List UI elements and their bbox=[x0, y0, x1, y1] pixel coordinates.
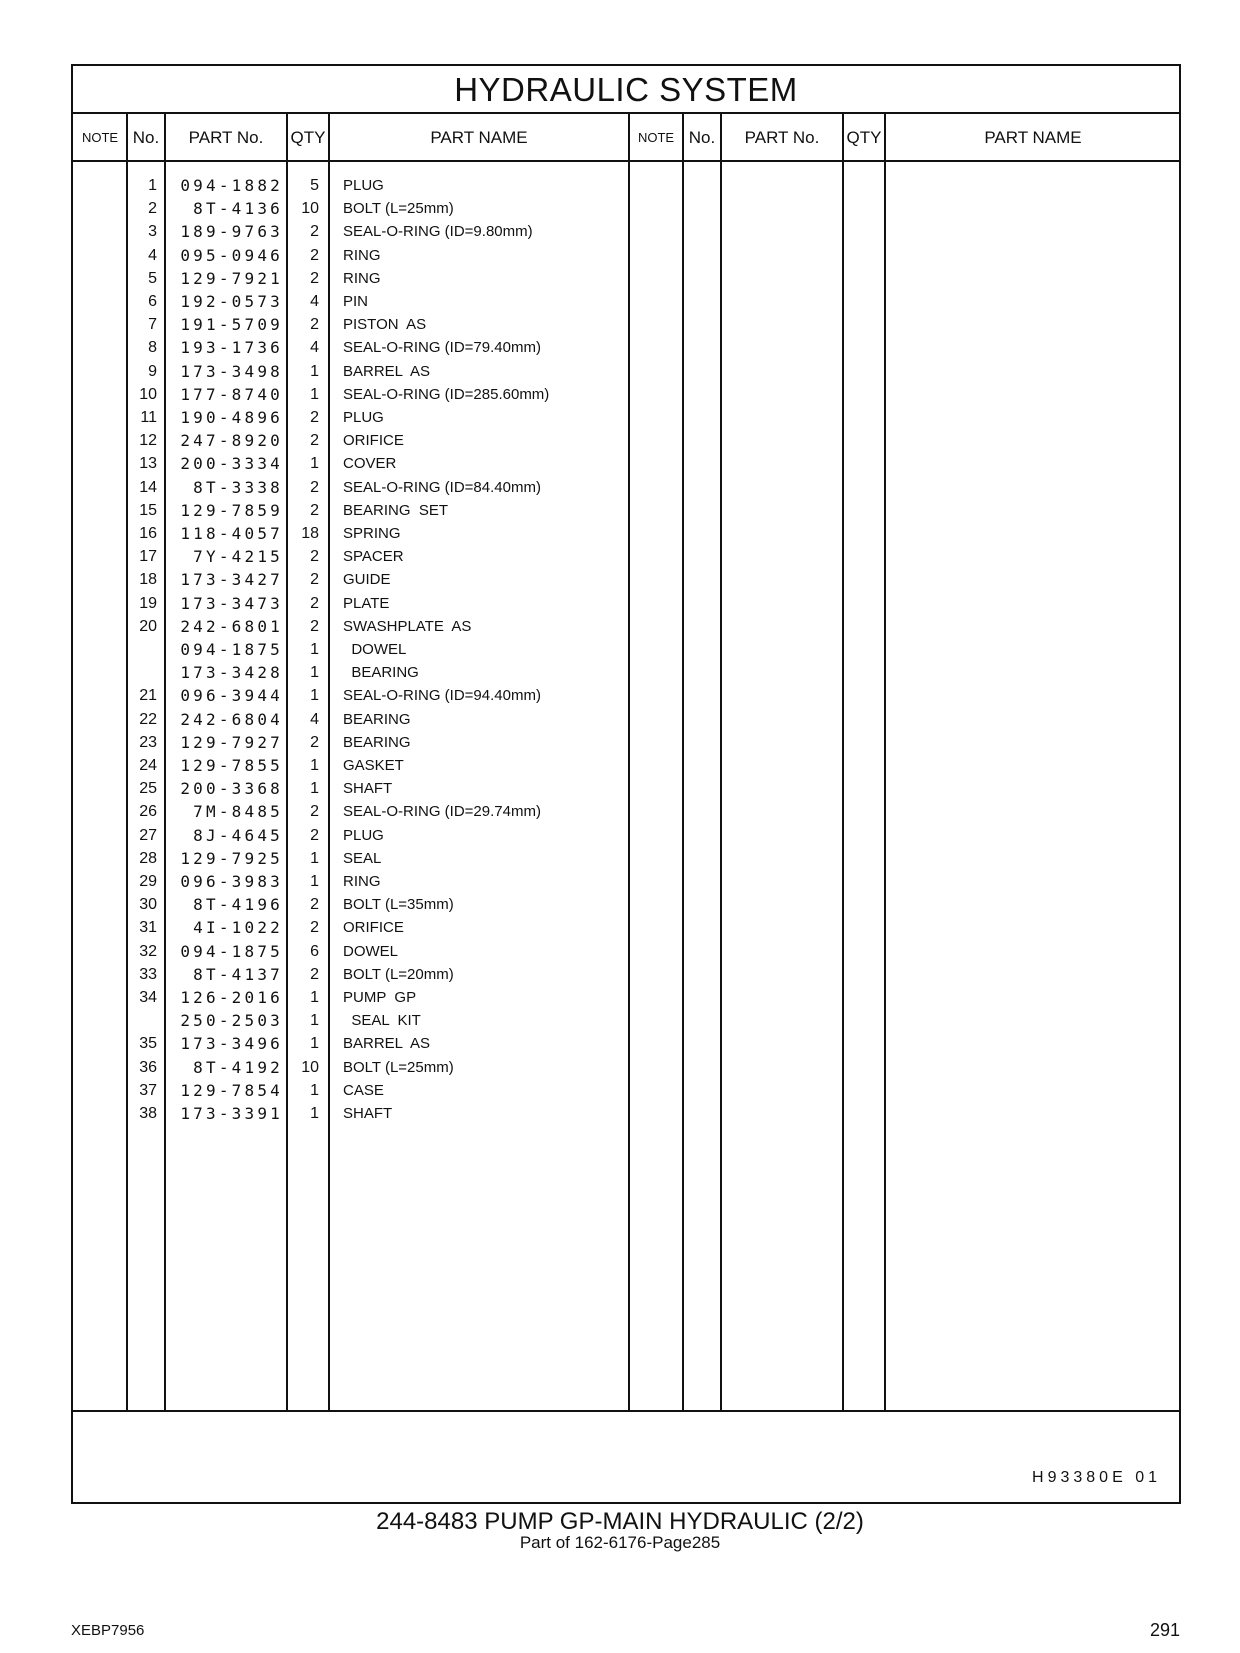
item-number: 20 bbox=[139, 617, 157, 635]
part-name: BARREL AS bbox=[343, 1035, 430, 1053]
part-name: RING bbox=[343, 269, 381, 287]
table-row bbox=[73, 1032, 1179, 1055]
table-row bbox=[73, 708, 1179, 731]
part-number: 129-7855 bbox=[180, 756, 283, 775]
part-number: 094-1875 bbox=[180, 941, 283, 961]
quantity: 1 bbox=[310, 989, 319, 1006]
quantity: 1 bbox=[310, 757, 319, 774]
part-name: PIN bbox=[343, 293, 369, 310]
table-row bbox=[73, 499, 1179, 522]
table-row bbox=[73, 406, 1179, 429]
part-number: 7M-8485 bbox=[193, 802, 283, 822]
table-row bbox=[73, 1056, 1179, 1079]
part-name: GASKET bbox=[343, 757, 404, 774]
item-number: 17 bbox=[139, 548, 157, 566]
part-number: 191-5709 bbox=[180, 315, 283, 335]
part-number: 242-6804 bbox=[180, 709, 283, 729]
part-name: SPRING bbox=[343, 525, 401, 542]
item-number: 19 bbox=[139, 594, 157, 612]
part-name: SEAL-O-RING (ID=79.40mm) bbox=[343, 339, 541, 357]
header-part-name-left: PART NAME bbox=[329, 114, 629, 162]
table-row bbox=[73, 568, 1179, 591]
part-number: 192-0573 bbox=[180, 292, 283, 311]
quantity: 5 bbox=[310, 177, 319, 194]
quantity: 2 bbox=[310, 548, 319, 566]
part-number: 8T-4136 bbox=[193, 199, 283, 219]
item-number bbox=[123, 661, 157, 684]
quantity: 10 bbox=[301, 200, 319, 218]
part-name: SWASHPLATE AS bbox=[343, 617, 472, 635]
document-id: XEBP7956 bbox=[71, 1622, 145, 1639]
part-number: 173-3427 bbox=[180, 570, 283, 590]
table-row bbox=[73, 174, 1179, 197]
table-row bbox=[73, 870, 1179, 893]
item-number bbox=[123, 638, 157, 661]
item-number: 27 bbox=[139, 826, 157, 844]
part-name: SEAL-O-RING (ID=84.40mm) bbox=[343, 478, 541, 496]
part-name: SEAL-O-RING (ID=29.74mm) bbox=[343, 803, 541, 821]
part-number: 250-2503 bbox=[180, 1011, 283, 1031]
part-name: RING bbox=[343, 873, 381, 890]
item-number: 1 bbox=[148, 177, 157, 194]
item-number: 37 bbox=[139, 1081, 157, 1099]
header-note-left: NOTE bbox=[73, 114, 127, 162]
part-name: DOWEL bbox=[343, 641, 407, 658]
part-name: ORIFICE bbox=[343, 919, 404, 937]
part-number: 193-1736 bbox=[180, 338, 283, 358]
drawing-code: H93380E 01 bbox=[1032, 1469, 1161, 1486]
quantity: 4 bbox=[310, 339, 319, 357]
part-number: 096-3944 bbox=[180, 686, 283, 706]
item-number: 25 bbox=[139, 780, 157, 798]
quantity: 1 bbox=[310, 873, 319, 890]
item-number: 12 bbox=[139, 432, 157, 450]
quantity: 2 bbox=[310, 803, 319, 821]
table-row bbox=[73, 1102, 1179, 1125]
part-number: 129-7925 bbox=[180, 848, 283, 868]
table-row bbox=[73, 592, 1179, 615]
table-row bbox=[73, 336, 1179, 359]
quantity: 2 bbox=[310, 617, 319, 635]
quantity: 2 bbox=[310, 246, 319, 264]
part-name: PLUG bbox=[343, 177, 384, 194]
quantity: 1 bbox=[310, 1012, 319, 1030]
quantity: 2 bbox=[310, 965, 319, 983]
assembly-title: 244-8483 PUMP GP-MAIN HYDRAULIC (2/2) bbox=[376, 1508, 864, 1535]
assembly-subtitle: Part of 162-6176-Page285 bbox=[519, 1533, 721, 1552]
item-number: 30 bbox=[139, 896, 157, 914]
quantity: 1 bbox=[310, 849, 319, 867]
table-row bbox=[73, 638, 1179, 661]
part-number: 189-9763 bbox=[180, 222, 283, 242]
item-number: 23 bbox=[139, 733, 157, 751]
item-number: 36 bbox=[139, 1058, 157, 1076]
part-number: 8T-4192 bbox=[193, 1057, 283, 1077]
table-row bbox=[73, 615, 1179, 638]
part-name: PUMP GP bbox=[343, 989, 417, 1006]
part-number: 094-1875 bbox=[180, 640, 283, 659]
quantity: 1 bbox=[310, 1105, 319, 1122]
quantity: 2 bbox=[310, 223, 319, 241]
part-number: 177-8740 bbox=[180, 384, 283, 404]
item-number: 7 bbox=[148, 316, 157, 334]
part-number: 129-7921 bbox=[180, 268, 283, 288]
item-number: 31 bbox=[139, 919, 157, 937]
quantity: 4 bbox=[310, 293, 319, 310]
item-number: 14 bbox=[139, 478, 157, 496]
part-name: PLATE bbox=[343, 594, 390, 612]
quantity: 2 bbox=[310, 269, 319, 287]
quantity: 2 bbox=[310, 896, 319, 914]
item-number: 4 bbox=[148, 246, 157, 264]
table-row bbox=[73, 197, 1179, 220]
part-number: 129-7927 bbox=[180, 732, 283, 752]
part-number: 200-3368 bbox=[180, 779, 283, 799]
part-name: SEAL KIT bbox=[343, 1012, 421, 1030]
table-row bbox=[73, 800, 1179, 823]
quantity: 1 bbox=[310, 664, 319, 682]
item-number: 24 bbox=[139, 757, 157, 774]
quantity: 2 bbox=[310, 478, 319, 496]
part-number: 173-3496 bbox=[180, 1034, 283, 1054]
quantity: 2 bbox=[310, 733, 319, 751]
part-name: BEARING SET bbox=[343, 501, 449, 519]
part-name: BEARING bbox=[343, 710, 411, 728]
part-number: 096-3983 bbox=[180, 872, 283, 891]
part-name: SEAL-O-RING (ID=9.80mm) bbox=[343, 223, 533, 241]
part-number: 4I-1022 bbox=[193, 918, 283, 938]
quantity: 2 bbox=[310, 432, 319, 450]
part-number: 118-4057 bbox=[180, 524, 283, 543]
part-number: 7Y-4215 bbox=[193, 547, 283, 567]
part-name: SEAL-O-RING (ID=285.60mm) bbox=[343, 385, 550, 403]
part-name: SPACER bbox=[343, 548, 404, 566]
part-name: BOLT (L=25mm) bbox=[343, 1058, 454, 1076]
parts-table-frame bbox=[71, 64, 1181, 1504]
part-number: 8T-4137 bbox=[193, 964, 283, 984]
quantity: 10 bbox=[301, 1058, 319, 1076]
quantity: 2 bbox=[310, 826, 319, 844]
quantity: 2 bbox=[310, 571, 319, 589]
part-number: 173-3428 bbox=[180, 663, 283, 683]
header-no-right: No. bbox=[683, 114, 721, 162]
table-row bbox=[73, 916, 1179, 939]
part-name: SHAFT bbox=[343, 1105, 393, 1122]
item-number: 26 bbox=[139, 803, 157, 821]
part-name: RING bbox=[343, 246, 381, 264]
item-number bbox=[123, 1009, 157, 1032]
quantity: 1 bbox=[310, 385, 319, 403]
part-name: DOWEL bbox=[343, 942, 399, 960]
part-name: SEAL-O-RING (ID=94.40mm) bbox=[343, 687, 541, 705]
quantity: 2 bbox=[310, 409, 319, 426]
table-row bbox=[73, 1009, 1179, 1032]
header-no-left: No. bbox=[127, 114, 165, 162]
quantity: 1 bbox=[310, 641, 319, 658]
item-number: 15 bbox=[139, 501, 157, 519]
item-number: 3 bbox=[148, 223, 157, 241]
quantity: 2 bbox=[310, 501, 319, 519]
part-number: 094-1882 bbox=[180, 176, 283, 195]
part-name: BOLT (L=25mm) bbox=[343, 200, 454, 218]
table-row bbox=[73, 290, 1179, 313]
quantity: 6 bbox=[310, 942, 319, 960]
quantity: 2 bbox=[310, 919, 319, 937]
quantity: 1 bbox=[310, 1081, 319, 1099]
table-row bbox=[73, 986, 1179, 1009]
part-name: CASE bbox=[343, 1081, 384, 1099]
part-name: PLUG bbox=[343, 826, 384, 844]
part-number: 8T-4196 bbox=[193, 895, 283, 915]
header-qty-right: QTY bbox=[843, 114, 885, 162]
item-number: 13 bbox=[139, 455, 157, 473]
part-number: 126-2016 bbox=[180, 988, 283, 1007]
table-row bbox=[73, 452, 1179, 475]
item-number: 8 bbox=[148, 339, 157, 357]
table-row bbox=[73, 383, 1179, 406]
part-name: ORIFICE bbox=[343, 432, 404, 450]
part-name: COVER bbox=[343, 455, 397, 473]
table-row bbox=[73, 1079, 1179, 1102]
table-row bbox=[73, 777, 1179, 800]
section-title: HYDRAULIC SYSTEM bbox=[73, 66, 1179, 114]
table-row bbox=[73, 244, 1179, 267]
table-row bbox=[73, 220, 1179, 243]
table-row bbox=[73, 522, 1179, 545]
quantity: 4 bbox=[310, 710, 319, 728]
table-row bbox=[73, 267, 1179, 290]
table-row bbox=[73, 824, 1179, 847]
item-number: 10 bbox=[139, 385, 157, 403]
part-name: BEARING bbox=[343, 664, 419, 682]
part-name: GUIDE bbox=[343, 571, 391, 589]
item-number: 16 bbox=[139, 525, 157, 542]
part-name: BARREL AS bbox=[343, 362, 430, 380]
part-name: PLUG bbox=[343, 409, 384, 426]
item-number: 28 bbox=[139, 849, 157, 867]
part-number: 242-6801 bbox=[180, 616, 283, 636]
quantity: 1 bbox=[310, 687, 319, 705]
part-name: SHAFT bbox=[343, 780, 393, 798]
header-qty-left: QTY bbox=[287, 114, 329, 162]
table-row bbox=[73, 429, 1179, 452]
quantity: 18 bbox=[301, 525, 319, 542]
table-row bbox=[73, 313, 1179, 336]
table-row bbox=[73, 360, 1179, 383]
item-number: 32 bbox=[139, 942, 157, 960]
quantity: 2 bbox=[310, 316, 319, 334]
quantity: 2 bbox=[310, 594, 319, 612]
part-number: 095-0946 bbox=[180, 245, 283, 265]
table-row bbox=[73, 940, 1179, 963]
table-row bbox=[73, 754, 1179, 777]
item-number: 22 bbox=[139, 710, 157, 728]
item-number: 11 bbox=[140, 409, 157, 426]
item-number: 5 bbox=[148, 269, 157, 287]
part-number: 8T-3338 bbox=[193, 477, 283, 497]
table-bottom-rule bbox=[73, 1410, 1179, 1412]
table-row bbox=[73, 476, 1179, 499]
table-row bbox=[73, 963, 1179, 986]
part-number: 200-3334 bbox=[180, 454, 283, 474]
part-number: 247-8920 bbox=[180, 431, 283, 451]
table-row bbox=[73, 847, 1179, 870]
table-row bbox=[73, 684, 1179, 707]
part-number: 173-3498 bbox=[180, 361, 283, 381]
item-number: 21 bbox=[139, 687, 157, 705]
part-name: BEARING bbox=[343, 733, 411, 751]
table-row bbox=[73, 893, 1179, 916]
part-name: BOLT (L=35mm) bbox=[343, 896, 454, 914]
header-part-name-right: PART NAME bbox=[885, 114, 1181, 162]
part-number: 190-4896 bbox=[180, 408, 283, 427]
table-row bbox=[73, 545, 1179, 568]
quantity: 1 bbox=[310, 455, 319, 473]
item-number: 35 bbox=[139, 1035, 157, 1053]
part-number: 8J-4645 bbox=[193, 825, 283, 845]
page-number: 291 bbox=[1149, 1620, 1180, 1640]
item-number: 2 bbox=[148, 200, 157, 218]
item-number: 9 bbox=[148, 362, 157, 380]
header-part-no-left: PART No. bbox=[165, 114, 287, 162]
table-row bbox=[73, 661, 1179, 684]
header-part-no-right: PART No. bbox=[721, 114, 843, 162]
part-name: BOLT (L=20mm) bbox=[343, 965, 454, 983]
part-number: 129-7854 bbox=[180, 1080, 283, 1100]
part-name: PISTON AS bbox=[343, 316, 427, 334]
quantity: 1 bbox=[310, 362, 319, 380]
item-number: 38 bbox=[139, 1105, 157, 1122]
part-number: 129-7859 bbox=[180, 500, 283, 520]
header-note-right: NOTE bbox=[629, 114, 683, 162]
table-row bbox=[73, 731, 1179, 754]
part-number: 173-3391 bbox=[180, 1104, 283, 1123]
item-number: 34 bbox=[139, 989, 157, 1006]
quantity: 1 bbox=[310, 1035, 319, 1053]
part-number: 173-3473 bbox=[180, 593, 283, 613]
part-name: SEAL bbox=[343, 849, 382, 867]
quantity: 1 bbox=[310, 780, 319, 798]
item-number: 6 bbox=[148, 293, 157, 310]
item-number: 29 bbox=[139, 873, 157, 890]
item-number: 33 bbox=[139, 965, 157, 983]
item-number: 18 bbox=[139, 571, 157, 589]
